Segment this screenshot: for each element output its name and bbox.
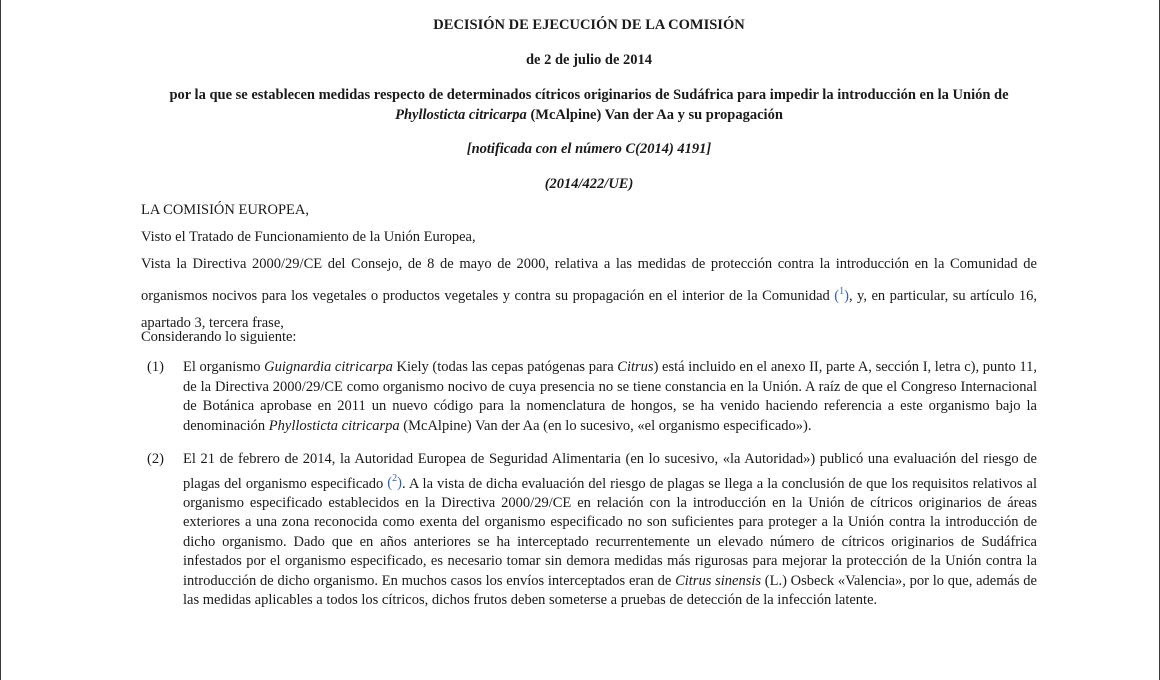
recital-number: (1) bbox=[147, 359, 164, 375]
footnote-link-1[interactable]: ($^1$) bbox=[834, 286, 849, 304]
text-run: ) está incluido en el anexo II, parte A, sección I, letra c), punto 11, de la Directiva 2000/29/CE como organismo nocivo de cuya presencia no se tiene constancia en la Unión. A raíz de que el Congreso Internacional de Botánica aprobase en 2011 un nuevo código para la nomenclatura de hongos, se ha venido haciendo referencia a este organismo bajo la denominación bbox=[183, 359, 1037, 434]
document-subject bbox=[141, 85, 1037, 125]
species-name: Phyllosticta citricarpa bbox=[395, 107, 527, 123]
species-name: Citrus sinensis bbox=[675, 572, 762, 589]
directive-text: Vista la Directiva 2000/29/CE del Consejo, de 8 de mayo de 2000, relativa a las medidas de protección contra la introducción en la Comunidad de organismos nocivos para los vegetales o productos vegetales y contra su propagación en el interior de la Comunidad bbox=[141, 256, 1037, 304]
text-run: El organismo bbox=[183, 359, 265, 375]
text-run: . A la vista de dicha evaluación del riesgo de plagas se llega a la conclusión de que los requisitos relativos al organismo especificado establecidos en la Directiva 2000/29/CE en relación con la introducción en la Unión de cítricos originarios de áreas exteriores a una zona reconocida como exenta del organismo especificado no son suficientes para proteger a la Unión contra la introducción de dicho organismo. Dado que en años anteriores se ha interceptado recurrentemente un elevado número de cítricos originarios de Sudáfrica infestados por el organismo especificado, es necesario tomar sin demora medidas más rigurosas para mejorar la protección de la Unión contra la introducción de dicho organismo. En muchos casos los envíos interceptados eran de bbox=[183, 475, 1038, 589]
recital-text bbox=[183, 358, 1037, 436]
recital-item bbox=[141, 450, 1037, 611]
notification-number: [notificada con el número C(2014) 4191] bbox=[466, 141, 712, 157]
subject-line-end: (McAlpine) Van der Aa y su propagación bbox=[526, 107, 783, 123]
commission-line: LA COMISIÓN EUROPEA, bbox=[141, 202, 309, 218]
recital-item bbox=[141, 358, 1037, 436]
footnote-link-2[interactable]: ($^2$) bbox=[387, 473, 402, 492]
text-run: Kiely (todas las cepas patógenas para bbox=[392, 359, 618, 375]
text-run: (McAlpine) Van der Aa (en lo sucesivo, «el organismo especificado»). bbox=[399, 417, 812, 434]
directive-text-end: , y, en particular, su artículo 16, apartado 3, tercera frase, bbox=[141, 287, 1037, 331]
treaty-line: Visto el Tratado de Funcionamiento de la Unión Europea, bbox=[141, 229, 476, 245]
document-reference: (2014/422/UE) bbox=[544, 176, 634, 192]
text-run: El 21 de febrero de 2014, la Autoridad Europea de Seguridad Alimentaria (en lo sucesivo, «la Autoridad») publicó una evaluación del riesgo de plagas del organismo especificado bbox=[183, 451, 1037, 492]
considering-line: Considerando lo siguiente: bbox=[141, 329, 297, 345]
genus-name: Citrus bbox=[617, 359, 654, 375]
document-date: de 2 de julio de 2014 bbox=[525, 52, 653, 68]
recital-number: (2) bbox=[147, 451, 164, 467]
species-name: Guignardia citricarpa bbox=[264, 359, 393, 375]
document-title: DECISIÓN DE EJECUCIÓN DE LA COMISIÓN bbox=[433, 17, 745, 33]
subject-line: por la que se establecen medidas respecto de determinados cítricos originarios de Sudáfrica para impedir la introducción en la Unión de bbox=[169, 87, 1009, 103]
recital-text bbox=[183, 450, 1037, 611]
text-run: (L.) Osbeck «Valencia», por lo que, además de las medidas aplicables a todos los cítricos, dichos frutos deben someterse a pruebas de detección de la infección latente. bbox=[183, 572, 1037, 609]
species-name: Phyllosticta citricarpa bbox=[268, 417, 400, 434]
